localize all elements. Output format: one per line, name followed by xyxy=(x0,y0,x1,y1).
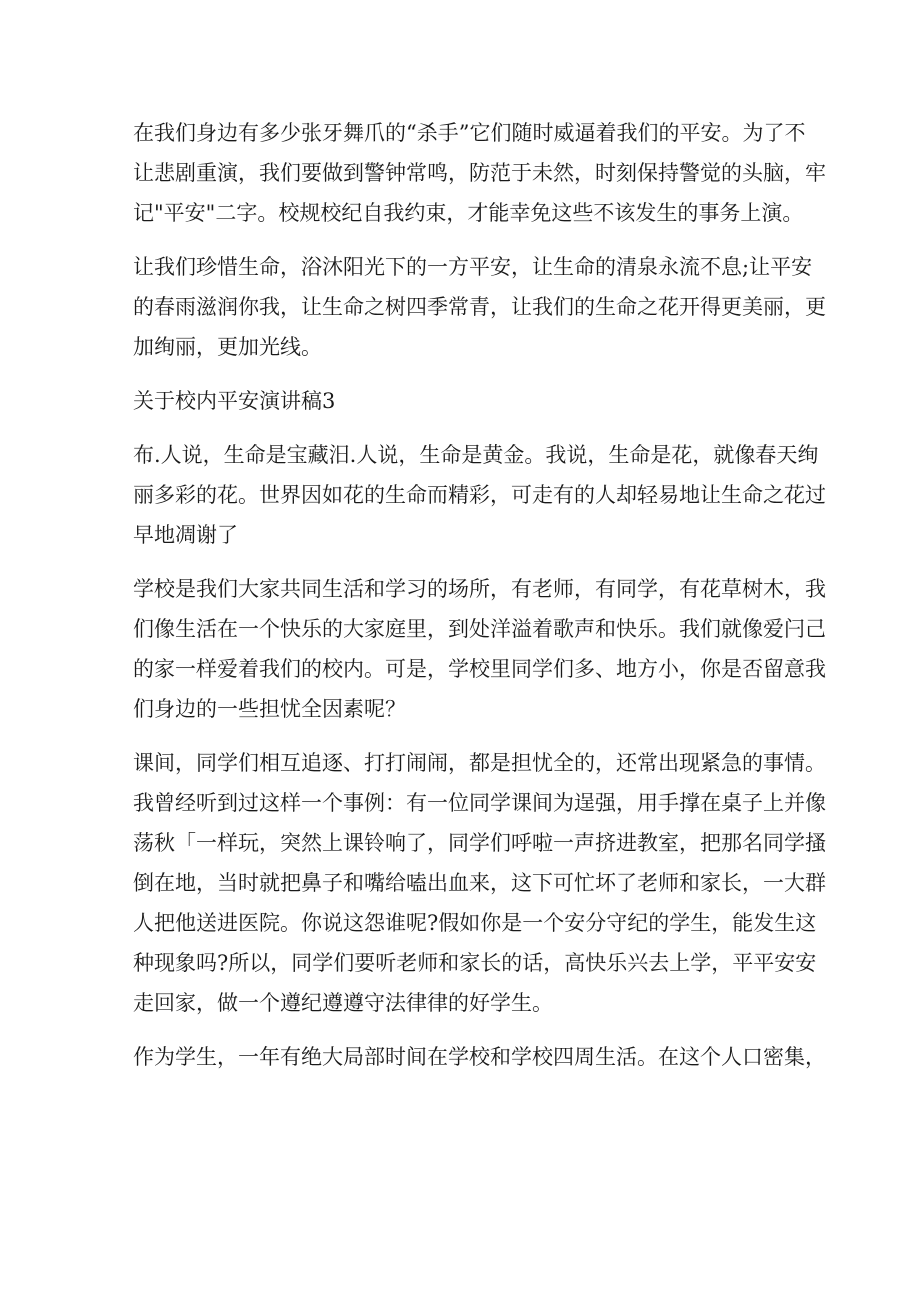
section-heading xyxy=(133,381,795,421)
heading-text: 关于校内平安演讲稿3 xyxy=(133,389,336,413)
text-line: 种现象吗?所以，同学们要听老师和家长的话，高快乐兴去上学，平平安安 xyxy=(133,951,817,975)
text-line: 学校是我们大家共同生活和学习的场所，有老师，有同学，有花草树木，我 xyxy=(133,577,826,601)
text-line: 们身边的一些担忧全因素呢？ xyxy=(133,697,406,721)
paragraph xyxy=(133,743,826,1023)
text-line: 走回家，做一个遵纪遵遵守法律律的好学生。 xyxy=(133,991,553,1015)
text-line: 早地凋谢了 xyxy=(133,523,238,547)
text-line: 的家一样爱着我们的校内。可是，学校里同学们多、地方小，你是否留意我 xyxy=(133,657,826,681)
text-line: 加绚丽，更加光线。 xyxy=(133,335,322,359)
paragraph xyxy=(133,247,826,367)
text-line: 荡秋「一样玩，突然上课铃响了，同学们呼啦一声挤进教室，把那名同学搔 xyxy=(133,831,826,855)
document-body xyxy=(133,113,826,1077)
text-line: 让我们珍惜生命，浴沐阳光下的一方平安，让生命的清泉永流不息;让平安 xyxy=(133,255,813,279)
text-line: 人把他送进医院。你说这怨谁呢?假如你是一个安分守纪的学生，能发生这 xyxy=(133,911,817,935)
text-line: 的春雨滋润你我，让生命之树四季常青，让我们的生命之花开得更美丽，更 xyxy=(133,295,826,319)
text-line: 们像生活在一个快乐的大家庭里，到处洋溢着歌声和快乐。我们就像爱闩己 xyxy=(133,617,826,641)
paragraph xyxy=(133,1037,826,1077)
text-line: 在我们身边有多少张牙舞爪的“杀手”它们随时威逼着我们的平安。为了不 xyxy=(133,121,806,145)
text-line: 我曾经听到过这样一个事例：有一位同学课间为逞强，用手撑在桌子上并像 xyxy=(133,791,826,815)
text-line: 倒在地，当时就把鼻子和嘴给嗑出血来，这下可忙坏了老师和家长，一大群 xyxy=(133,871,826,895)
text-line: 布.人说，生命是宝藏汨.人说，生命是黄金。我说，生命是花，就像春天绚 xyxy=(133,443,819,467)
paragraph xyxy=(133,113,826,233)
text-line: 课间，同学们相互追逐、打打闹闹，都是担忧全的，还常出现紧急的事情。 xyxy=(133,751,826,775)
text-line: 作为学生，一年有绝大局部时间在学校和学校四周生活。在这个人口密集， xyxy=(133,1045,826,1069)
text-line: 记"平安"二字。校规校纪自我约束，才能幸免这些不该发生的事务上演。 xyxy=(133,201,804,225)
paragraph xyxy=(133,569,826,729)
paragraph xyxy=(133,435,826,555)
text-line: 让悲剧重演，我们要做到警钟常鸣，防范于未然，时刻保持警觉的头脑，牢 xyxy=(133,161,826,185)
text-line: 丽多彩的花。世界因如花的生命而精彩，可走有的人却轻易地让生命之花过 xyxy=(133,483,826,507)
